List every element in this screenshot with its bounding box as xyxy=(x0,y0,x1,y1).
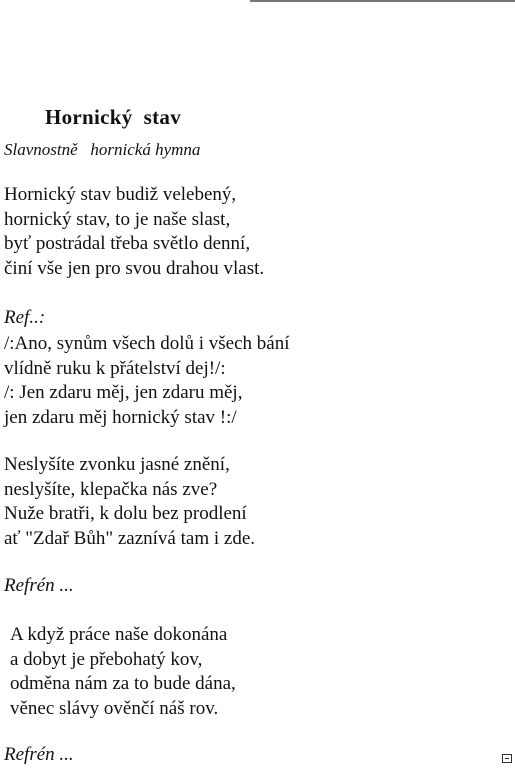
refrain-line: /:Ano, synům všech dolů i všech bání xyxy=(4,333,290,354)
verse-1 xyxy=(4,183,264,281)
top-edge-rule xyxy=(250,0,515,2)
verse-line: ať "Zdař Bůh" zaznívá tam i zde. xyxy=(4,527,255,549)
verse-line: A když práce naše dokonána xyxy=(10,624,228,645)
verse-line: hornický stav, to je naše slast, xyxy=(4,208,231,230)
verse-3 xyxy=(10,623,236,721)
refrain-repeat-label-final: Refrén ... xyxy=(4,744,74,765)
refrain-line: vlídně ruku k přátelství dej!/: xyxy=(4,357,226,379)
verse-line: neslyšíte, klepačka nás zve? xyxy=(4,478,218,500)
refrain-line: /: Jen zdaru měj, jen zdaru měj, xyxy=(4,382,243,403)
refrain-repeat-label: Refrén ... xyxy=(4,575,74,596)
verse-2 xyxy=(4,453,255,551)
minimize-icon[interactable] xyxy=(502,754,512,763)
verse-line: Neslyšíte zvonku jasné znění, xyxy=(4,454,230,475)
song-subtitle: Slavnostně hornická hymna xyxy=(4,140,201,159)
refrain-label: Ref..: xyxy=(4,307,46,328)
verse-line: věnec slávy ověnčí náš rov. xyxy=(10,697,219,719)
refrain-line: jen zdaru měj hornický stav !:/ xyxy=(4,406,237,428)
verse-line: odměna nám za to bude dána, xyxy=(10,673,236,694)
verse-line: Nuže bratři, k dolu bez prodlení xyxy=(4,503,247,524)
verse-line: a dobyt je přebohatý kov, xyxy=(10,648,203,670)
song-title: Hornický stav xyxy=(45,105,182,129)
verse-line: byť postrádal třeba světlo denní, xyxy=(4,233,251,254)
verse-line: Hornický stav budiž velebený, xyxy=(4,184,237,205)
verse-line: činí vše jen pro svou drahou vlast. xyxy=(4,257,265,279)
refrain xyxy=(4,332,290,430)
